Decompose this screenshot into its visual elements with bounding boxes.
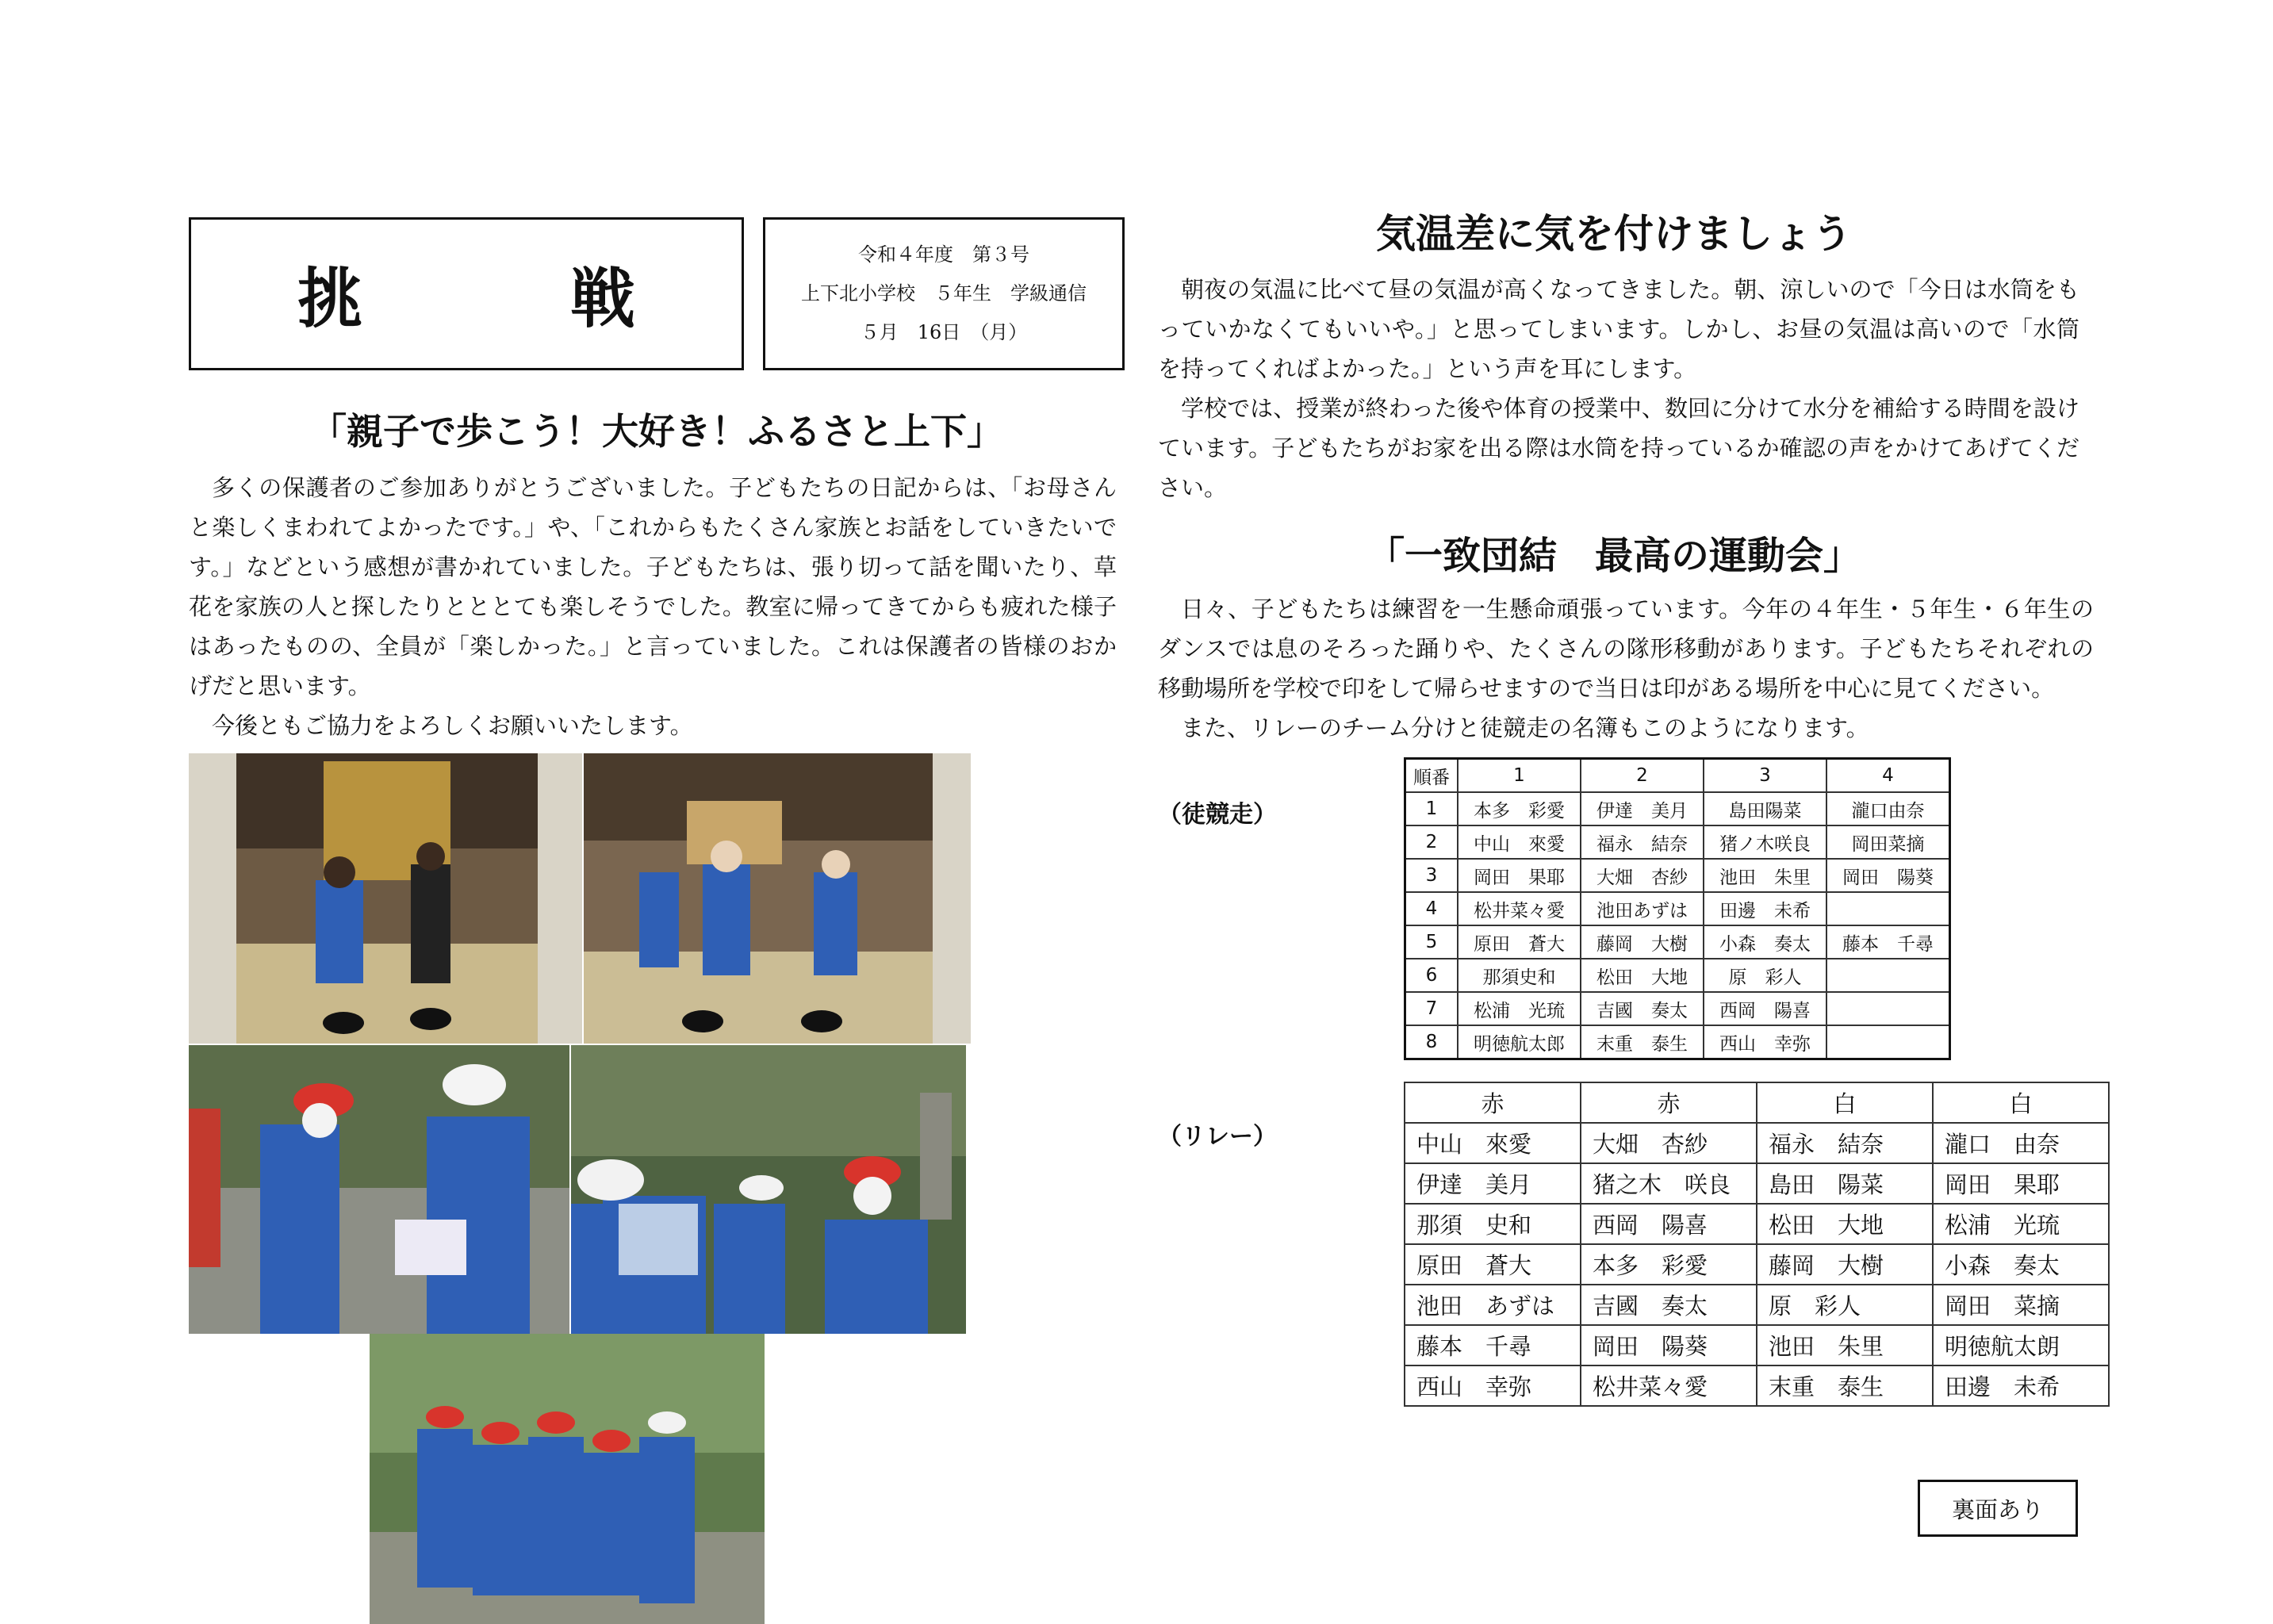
footrace-name-cell	[1826, 1025, 1950, 1059]
relay-row	[1405, 1325, 2109, 1365]
footrace-row	[1405, 925, 1950, 959]
relay-name-cell: 大畑 杏紗	[1581, 1123, 1757, 1163]
footrace-name-cell: 藤岡 大樹	[1581, 925, 1704, 959]
relay-name-cell: 岡田 陽葵	[1581, 1325, 1757, 1365]
footrace-name-cell: 猪ノ木咲良	[1704, 825, 1826, 859]
relay-name-cell: 明徳航太朗	[1933, 1325, 2109, 1365]
footrace-header-cell: 順番	[1405, 759, 1458, 793]
photo-group	[370, 1334, 765, 1624]
footrace-name-cell: 松井菜々愛	[1458, 892, 1581, 925]
relay-name-cell: 福永 結奈	[1757, 1123, 1933, 1163]
footrace-order-cell: 4	[1405, 892, 1458, 925]
relay-team-header: 白	[1757, 1082, 1933, 1123]
footrace-header-cell: 3	[1704, 759, 1826, 793]
relay-name-cell: 池田 あずは	[1405, 1285, 1581, 1325]
footrace-order-cell: 2	[1405, 825, 1458, 859]
footrace-name-cell: 大畑 杏紗	[1581, 859, 1704, 892]
footrace-header-cell: 4	[1826, 759, 1950, 793]
relay-name-cell: 西岡 陽喜	[1581, 1204, 1757, 1244]
issue-number: 令和４年度 第３号	[858, 243, 1029, 266]
relay-header-row	[1405, 1082, 2109, 1123]
footrace-row	[1405, 959, 1950, 992]
article2-body	[1158, 270, 2079, 508]
relay-team-header: 赤	[1405, 1082, 1581, 1123]
photo-temple-right	[584, 753, 971, 1044]
article1-body	[189, 468, 1117, 745]
relay-row	[1405, 1244, 2109, 1285]
masthead-info-box	[763, 217, 1125, 370]
school-class: 上下北小学校 ５年生 学級通信	[801, 282, 1087, 304]
footrace-header-row	[1405, 759, 1950, 793]
masthead-title-box	[189, 217, 744, 370]
footrace-name-cell: 原 彩人	[1704, 959, 1826, 992]
footrace-name-cell: 中山 來愛	[1458, 825, 1581, 859]
relay-team-header: 赤	[1581, 1082, 1757, 1123]
footrace-name-cell	[1826, 959, 1950, 992]
footrace-name-cell: 岡田菜摘	[1826, 825, 1950, 859]
footrace-row	[1405, 992, 1950, 1025]
footrace-order-cell: 3	[1405, 859, 1458, 892]
relay-name-cell: 原 彩人	[1757, 1285, 1933, 1325]
photo-temple-left	[189, 753, 582, 1044]
footrace-name-cell: 本多 彩愛	[1458, 792, 1581, 825]
relay-name-cell: 西山 幸弥	[1405, 1365, 1581, 1406]
footrace-header-cell: 2	[1581, 759, 1704, 793]
footrace-name-cell: 末重 泰生	[1581, 1025, 1704, 1059]
photo-trail-left	[189, 1045, 569, 1334]
relay-row	[1405, 1365, 2109, 1406]
relay-row	[1405, 1204, 2109, 1244]
relay-name-cell: 島田 陽菜	[1757, 1163, 1933, 1204]
footrace-name-cell: 伊達 美月	[1581, 792, 1704, 825]
relay-name-cell: 瀧口 由奈	[1933, 1123, 2109, 1163]
footrace-name-cell: 那須史和	[1458, 959, 1581, 992]
footrace-name-cell: 原田 蒼大	[1458, 925, 1581, 959]
relay-row	[1405, 1163, 2109, 1204]
footrace-table	[1404, 757, 1951, 1060]
footrace-name-cell: 福永 結奈	[1581, 825, 1704, 859]
footrace-order-cell: 8	[1405, 1025, 1458, 1059]
back-side-note-text: 裏面あり	[1951, 1496, 2044, 1523]
relay-name-cell: 吉國 奏太	[1581, 1285, 1757, 1325]
footrace-order-cell: 6	[1405, 959, 1458, 992]
article1-paragraph: 今後ともご協力をよろしくお願いいたします。	[212, 712, 693, 739]
footrace-name-cell: 瀧口由奈	[1826, 792, 1950, 825]
footrace-name-cell: 田邊 未希	[1704, 892, 1826, 925]
footrace-name-cell: 吉國 奏太	[1581, 992, 1704, 1025]
footrace-row	[1405, 859, 1950, 892]
footrace-name-cell: 池田 朱里	[1704, 859, 1826, 892]
relay-name-cell: 藤岡 大樹	[1757, 1244, 1933, 1285]
footrace-row	[1405, 1025, 1950, 1059]
relay-name-cell: 小森 奏太	[1933, 1244, 2109, 1285]
relay-name-cell: 藤本 千尋	[1405, 1325, 1581, 1365]
footrace-name-cell: 藤本 千尋	[1826, 925, 1950, 959]
footrace-order-cell: 7	[1405, 992, 1458, 1025]
article1-paragraph: 多くの保護者のご参加ありがとうございました。子どもたちの日記からは、「お母さんと楽しくまわれてよかったです。」や、「これからもたくさん家族とお話をしていきたいです。」などという感想が書かれていました。子どもたちは、張り切って話を聞いたり、草花を家族の人と探したりとととても楽しそうでした。教室に帰ってきてからも疲れた様子はあったものの、全員が「楽しかった。」と言っていました。これは保護者の皆様のおかげだと思います。	[189, 474, 1117, 699]
footrace-row	[1405, 892, 1950, 925]
footrace-name-cell: 小森 奏太	[1704, 925, 1826, 959]
back-side-note	[1918, 1480, 2078, 1537]
footrace-name-cell: 岡田 果耶	[1458, 859, 1581, 892]
article2-paragraph: 学校では、授業が終わった後や体育の授業中、数回に分けて水分を補給する時間を設けています。子どもたちがお家を出る際は水筒を持っているか確認の声をかけてあげてください。	[1158, 395, 2079, 501]
photo-trail-right	[571, 1045, 966, 1334]
relay-table	[1404, 1082, 2110, 1407]
relay-name-cell: 松井菜々愛	[1581, 1365, 1757, 1406]
footrace-name-cell: 明徳航太郎	[1458, 1025, 1581, 1059]
relay-name-cell: 末重 泰生	[1757, 1365, 1933, 1406]
relay-name-cell: 猪之木 咲良	[1581, 1163, 1757, 1204]
relay-team-header: 白	[1933, 1082, 2109, 1123]
relay-name-cell: 池田 朱里	[1757, 1325, 1933, 1365]
footrace-name-cell: 岡田 陽葵	[1826, 859, 1950, 892]
footrace-row	[1405, 825, 1950, 859]
footrace-name-cell: 西山 幸弥	[1704, 1025, 1826, 1059]
footrace-name-cell: 島田陽菜	[1704, 792, 1826, 825]
relay-name-cell: 伊達 美月	[1405, 1163, 1581, 1204]
relay-name-cell: 本多 彩愛	[1581, 1244, 1757, 1285]
footrace-name-cell	[1826, 892, 1950, 925]
footrace-order-cell: 5	[1405, 925, 1458, 959]
footrace-name-cell: 池田あずは	[1581, 892, 1704, 925]
relay-name-cell: 岡田 果耶	[1933, 1163, 2109, 1204]
relay-name-cell: 岡田 菜摘	[1933, 1285, 2109, 1325]
footrace-name-cell	[1826, 992, 1950, 1025]
issue-date: ５月 16日 （月）	[860, 321, 1028, 343]
article3-heading: 「一致団結 最高の運動会」	[1366, 534, 1861, 578]
newsletter-title: 挑 戦	[297, 262, 707, 337]
article2-heading: 気温差に気を付けましょう	[1376, 211, 1852, 257]
footrace-name-cell: 松浦 光琉	[1458, 992, 1581, 1025]
footrace-name-cell: 松田 大地	[1581, 959, 1704, 992]
article3-paragraph: また、リレーのチーム分けと徒競走の名簿もこのようになります。	[1181, 714, 1869, 741]
article2-paragraph: 朝夜の気温に比べて昼の気温が高くなってきました。朝、涼しいので「今日は水筒をもっていかなくてもいいや。」と思ってしまいます。しかし、お昼の気温は高いので「水筒を持ってくればよかった。」という声を耳にします。	[1158, 276, 2079, 382]
article3-body	[1158, 589, 2094, 748]
footrace-row	[1405, 792, 1950, 825]
footrace-label: （徒競走）	[1158, 801, 1277, 829]
relay-row	[1405, 1123, 2109, 1163]
relay-name-cell: 松浦 光琉	[1933, 1204, 2109, 1244]
footrace-order-cell: 1	[1405, 792, 1458, 825]
relay-label: （リレー）	[1158, 1123, 1277, 1151]
relay-name-cell: 原田 蒼大	[1405, 1244, 1581, 1285]
relay-row	[1405, 1285, 2109, 1325]
relay-name-cell: 那須 史和	[1405, 1204, 1581, 1244]
article1-heading: 「親子で歩こう！大好き！ふるさと上下」	[310, 410, 1003, 453]
relay-name-cell: 松田 大地	[1757, 1204, 1933, 1244]
footrace-header-cell: 1	[1458, 759, 1581, 793]
relay-name-cell: 田邊 未希	[1933, 1365, 2109, 1406]
footrace-name-cell: 西岡 陽喜	[1704, 992, 1826, 1025]
article3-paragraph: 日々、子どもたちは練習を一生懸命頑張っています。今年の４年生・５年生・６年生のダンスでは息のそろった踊りや、たくさんの隊形移動があります。子どもたちそれぞれの移動場所を学校で印をして帰らせますので当日は印がある場所を中心に見てください。	[1158, 596, 2094, 702]
relay-name-cell: 中山 來愛	[1405, 1123, 1581, 1163]
